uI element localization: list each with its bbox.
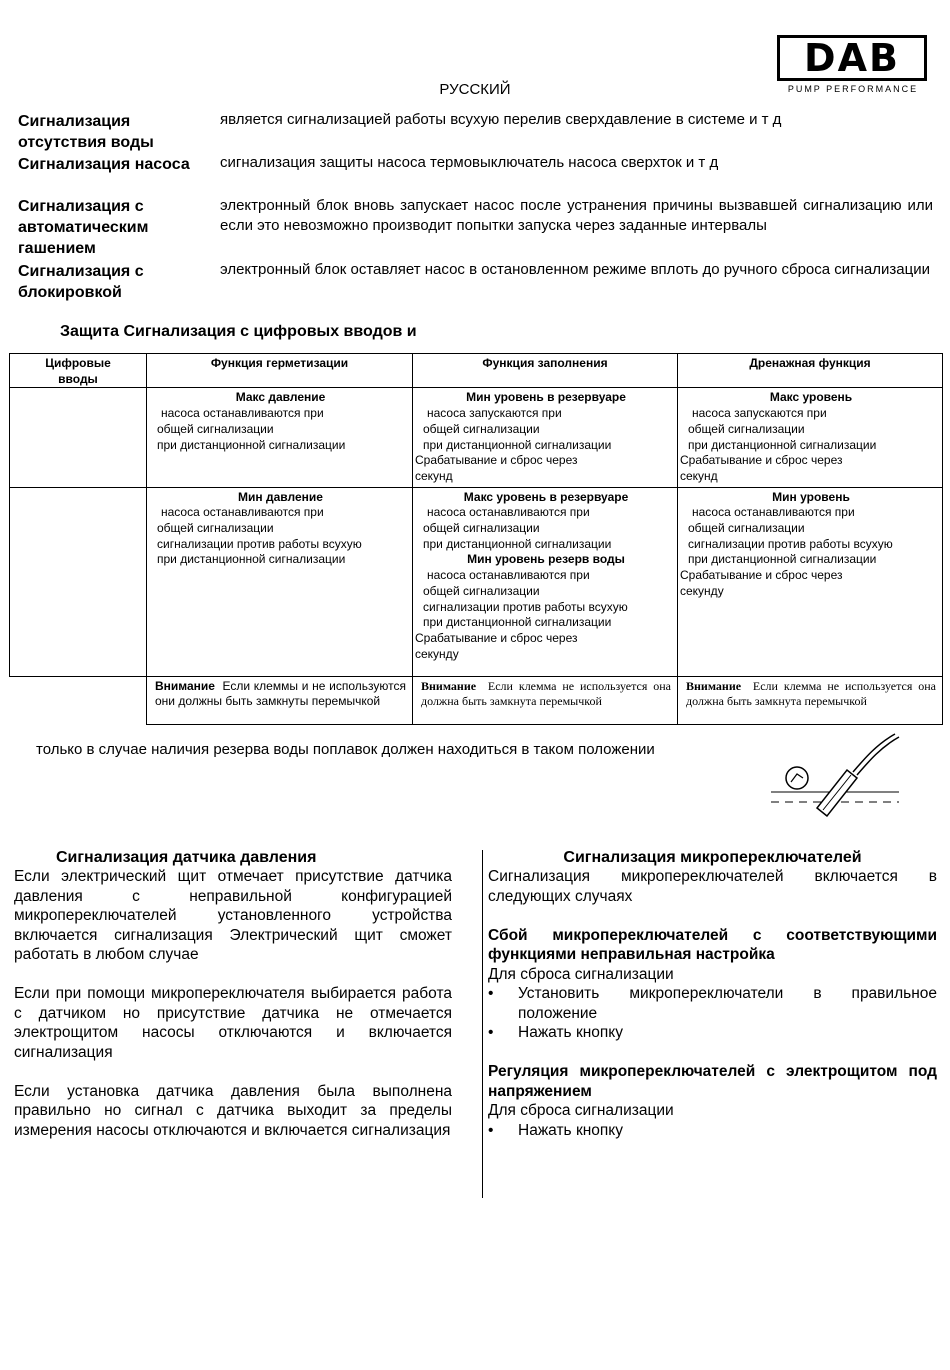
cell-line: насоса останавливаются при <box>161 406 324 421</box>
cell-filling-r2 <box>413 487 678 676</box>
paragraph: Сигнализация микропереключателей включается в следующих случаях <box>488 868 937 905</box>
cell-line: общей сигнализации <box>423 521 540 536</box>
note-pressurization <box>147 676 413 724</box>
alarm-term-lockout: Сигнализация с блокировкой <box>18 263 144 301</box>
paragraph: Если установка датчика давления была выполнена правильно но сигнал с датчика выходит за пределы измерения насосы отключаются и включается сигнализация <box>14 1082 452 1139</box>
cell-title: Мин уровень <box>772 489 850 504</box>
column-divider <box>482 850 483 1198</box>
alarm-desc-no-water: является сигнализацией работы всухую перелив сверхдавление в системе и т д <box>220 111 782 128</box>
paragraph: Если электрический щит отмечает присутствие датчика давления с неправильной конфигурацией микропереключателей установленного устройства включается сигнализация Электрический щит сможет работать в любом случае <box>14 868 452 963</box>
header-digital-inputs: Цифровые вводы <box>10 354 147 388</box>
cell-pressurization-r1 <box>147 388 413 487</box>
header-filling: Функция заполнения <box>413 354 678 388</box>
language-label: РУССКИЙ <box>439 81 511 98</box>
cell-line: насоса останавливаются при <box>692 505 855 520</box>
list-item: • Нажать кнопку <box>488 1024 624 1041</box>
note-text: Если клемма не используется она должна быть замкнута перемычкой <box>686 678 936 709</box>
cell-tail: Срабатывание и сброс через секунд <box>680 453 843 483</box>
case-title: Регуляция микропереключателей с электрощитом под напряжением <box>488 1063 937 1100</box>
cell-drainage-r1 <box>678 388 943 487</box>
cell-line: общей сигнализации <box>423 421 540 436</box>
cell-filling-r1 <box>413 388 678 487</box>
digital-inputs-table <box>9 353 943 725</box>
reset-label: Для сброса сигнализации <box>488 1102 674 1119</box>
cell-title: Макс давление <box>235 390 326 405</box>
dab-logo: DAB <box>804 36 900 80</box>
list-item: • Нажать кнопку <box>488 1121 624 1139</box>
cell-line: при дистанционной сигнализации <box>688 552 877 567</box>
input-cell <box>10 388 147 487</box>
reset-label: Для сброса сигнализации <box>488 965 674 983</box>
paragraph: Если при помощи микропереключателя выбирается работа с датчиком но присутствие датчика не отмечается электрощитом насосы отключаются и включается сигнализация <box>14 985 452 1061</box>
cell-title: Макс уровень в резервуаре <box>463 489 629 504</box>
note-label: Внимание <box>686 678 742 693</box>
note-text: Если клемма не используется она должна быть замкнута перемычкой <box>421 678 671 709</box>
cell-line: насоса останавливаются при <box>161 505 324 520</box>
cell-line: общей сигнализации <box>423 583 540 598</box>
dip-switch-section <box>488 849 937 1140</box>
alarm-desc-pump: сигнализация защиты насоса термовыключатель насоса сверхток и т д <box>220 154 719 171</box>
header-drainage: Дренажная функция <box>678 354 943 388</box>
case-title: Сбой микропереключателей с соответствующими функциями неправильная настройка <box>488 926 937 963</box>
cell-line: при дистанционной сигнализации <box>423 437 612 452</box>
note-label: Внимание <box>421 678 477 693</box>
cell-line: сигнализации против работы всухую <box>688 536 893 551</box>
cell-title: Макс уровень <box>769 390 853 405</box>
cell-line: общей сигнализации <box>688 521 805 536</box>
cell-subtitle: Мин уровень резерв воды <box>467 552 625 567</box>
float-switch-icon <box>765 730 905 825</box>
cell-line: насоса запускаются при <box>427 406 562 421</box>
cell-line: при дистанционной сигнализации <box>157 437 346 452</box>
bullet-icon: • <box>488 985 494 1002</box>
logo-subtitle: PUMP PERFORMANCE <box>787 84 919 94</box>
alarm-term-no-water: Сигнализация отсутствия воды <box>18 113 154 151</box>
alarm-desc-lockout: электронный блок оставляет насос в остановленном режиме вплоть до ручного сброса сигнализации <box>220 261 930 278</box>
dip-switch-title: Сигнализация микропереключателей <box>563 849 862 866</box>
bullet-icon: • <box>488 1121 494 1139</box>
cell-drainage-r2 <box>678 487 943 676</box>
pressure-sensor-section <box>14 849 452 1140</box>
header-pressurization: Функция герметизации <box>147 354 413 388</box>
note-label: Внимание <box>155 678 215 693</box>
input-cell <box>10 487 147 676</box>
empty-cell <box>10 676 147 724</box>
cell-line: насоса останавливаются при <box>427 568 590 583</box>
note-drainage <box>678 676 943 724</box>
cell-title: Мин уровень в резервуаре <box>466 390 626 405</box>
cell-line: при дистанционной сигнализации <box>423 536 612 551</box>
alarm-term-auto-reset: Сигнализация с автоматическим гашением <box>18 198 149 257</box>
table-row <box>10 388 943 487</box>
cell-line: общей сигнализации <box>157 421 274 436</box>
pressure-sensor-title: Сигнализация датчика давления <box>56 849 317 866</box>
cell-line: общей сигнализации <box>688 421 805 436</box>
alarm-desc-auto-reset: электронный блок вновь запускает насос после устранения причины вызвавшей сигнализацию или если это невозможно производит попытки запуска через заданные интервалы <box>220 197 933 234</box>
cell-line: насоса останавливаются при <box>427 505 590 520</box>
cell-line: сигнализации против работы всухую <box>423 599 628 614</box>
cell-line: насоса запускаются при <box>692 406 827 421</box>
cell-pressurization-r2 <box>147 487 413 676</box>
table-row <box>10 487 943 676</box>
cell-tail: Срабатывание и сброс через секунду <box>415 630 578 661</box>
cell-line: при дистанционной сигнализации <box>688 437 877 452</box>
bullet-list <box>488 1121 937 1141</box>
note-text: Если клеммы и не используются они должны быть замкнуты перемычкой <box>155 678 407 709</box>
cell-tail: Срабатывание и сброс через секунду <box>680 568 843 598</box>
alarm-term-pump: Сигнализация насоса <box>18 156 190 173</box>
table-header-row <box>10 354 943 388</box>
cell-line: при дистанционной сигнализации <box>157 552 346 567</box>
bullet-list <box>488 984 937 1043</box>
section-title-digital-inputs: Защита Сигнализация с цифровых вводов и <box>60 323 417 340</box>
float-note: только в случае наличия резерва воды поплавок должен находиться в таком положении <box>36 741 655 758</box>
cell-line: при дистанционной сигнализации <box>423 615 612 630</box>
cell-line: общей сигнализации <box>157 521 274 536</box>
cell-title: Мин давление <box>238 489 323 504</box>
cell-line: сигнализации против работы всухую <box>157 536 362 551</box>
bullet-icon: • <box>488 1024 494 1041</box>
list-item: • Установить микропереключатели в правильное положение <box>488 985 937 1022</box>
table-notes-row <box>10 676 943 724</box>
note-filling <box>413 676 678 724</box>
cell-tail: Срабатывание и сброс через секунд <box>415 453 578 483</box>
